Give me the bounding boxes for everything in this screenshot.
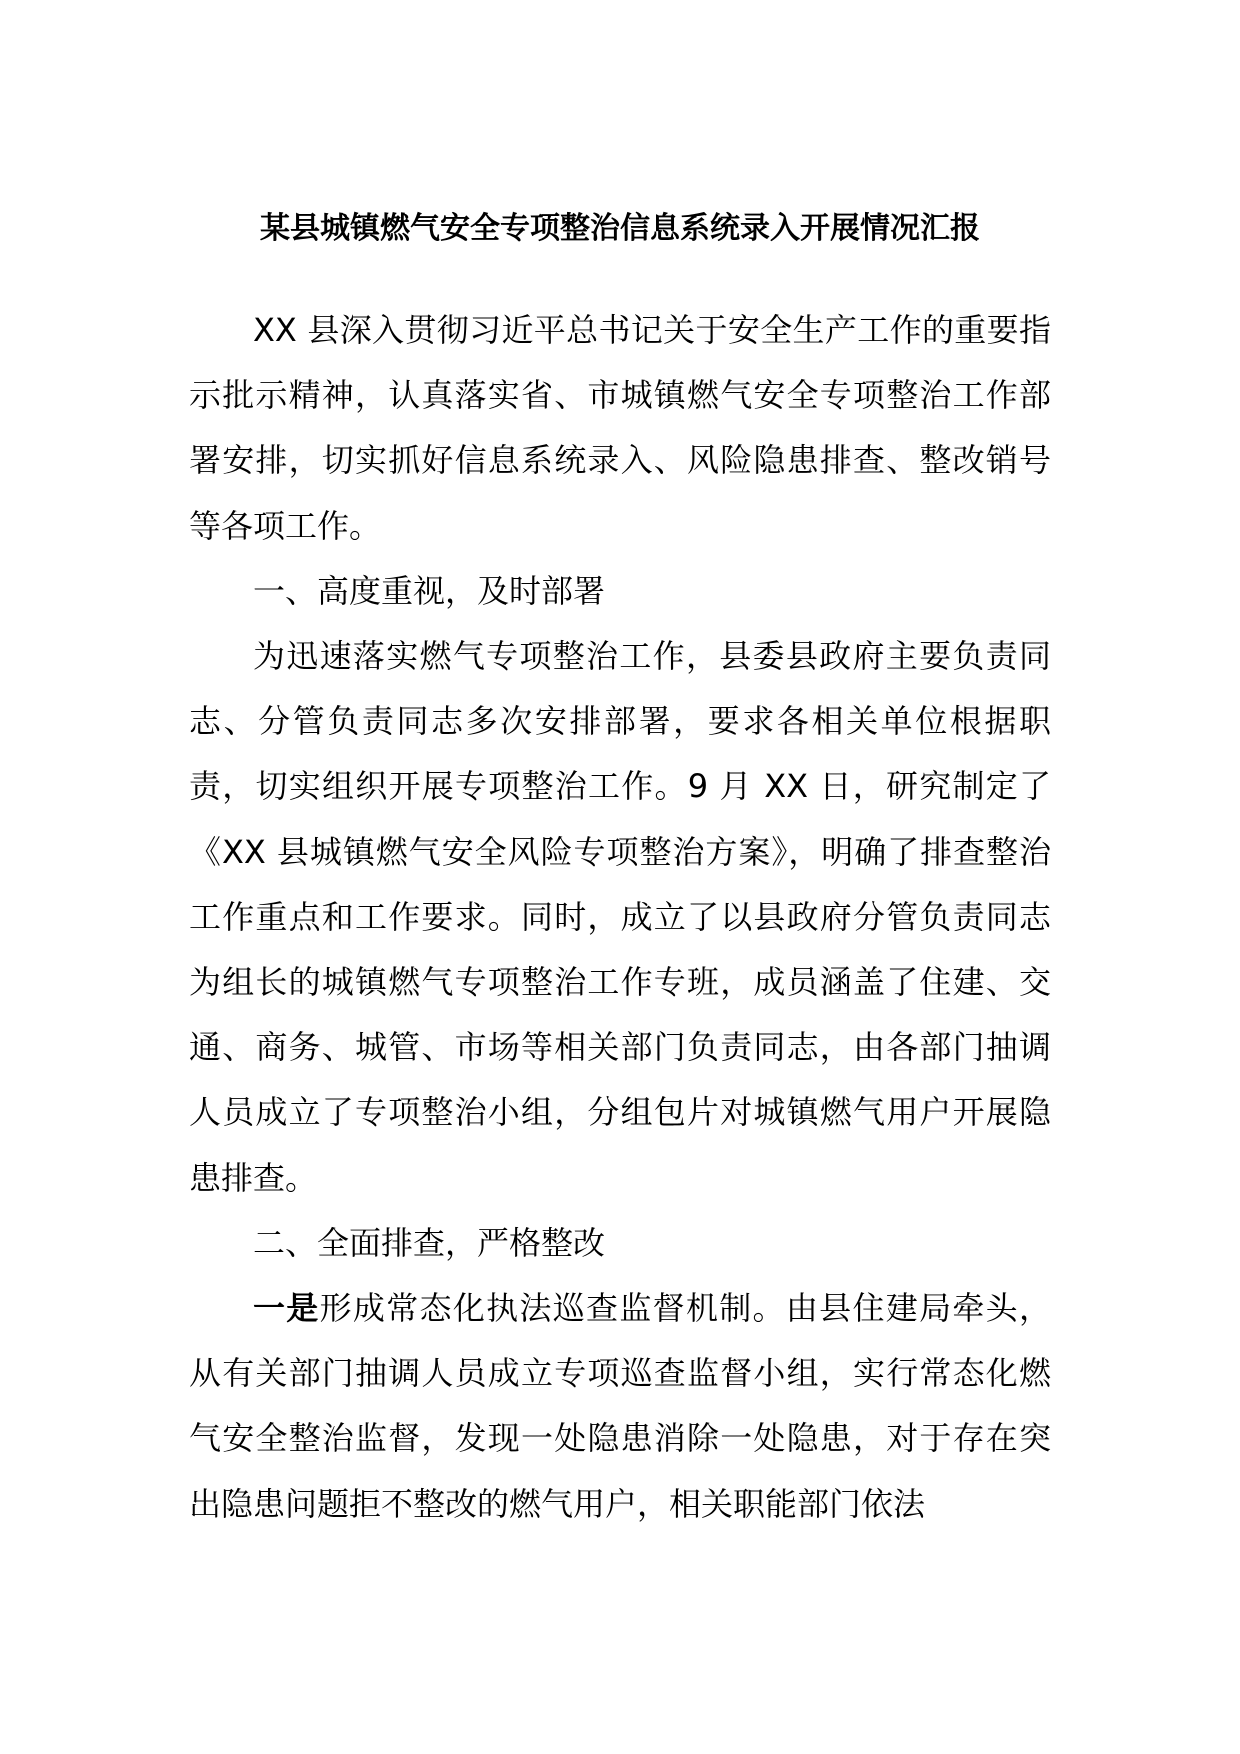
section-2-paragraph-1 (189, 1276, 1051, 1537)
section-heading-1: 一、高度重视，及时部署 (253, 571, 606, 610)
paragraph-text: 形成常态化执法巡查监督机制。由县住建局牵头，从有关部门抽调人员成立专项巡查监督小组，实行常态化燃气安全整治监督，发现一处隐患消除一处隐患，对于存在突出隐患问题拒不整改的燃气用户，相关职能部门依法 (189, 1289, 1051, 1523)
document-body (189, 298, 1051, 1537)
section-heading-2: 二、全面排查，严格整改 (253, 1223, 606, 1262)
paragraph-lead: 一是 (253, 1289, 320, 1328)
section-1-paragraph: 为迅速落实燃气专项整治工作，县委县政府主要负责同志、分管负责同志多次安排部署，要求各相关单位根据职责，切实组织开展专项整治工作。9 月 XX 日，研究制定了《XX 县城镇燃气安全风险专项整治方案》，明确了排查整治工作重点和工作要求。同时，成立了以县政府分管负责同志为组长的城镇燃气专项整治工作专班，成员涵盖了住建、交通、商务、城管、市场等相关部门负责同志，由各部门抽调人员成立了专项整治小组，分组包片对城镇燃气用户开展隐患排查。 (189, 637, 1051, 1197)
document-title: 某县城镇燃气安全专项整治信息系统录入开展情况汇报 (260, 211, 980, 246)
intro-paragraph: XX 县深入贯彻习近平总书记关于安全生产工作的重要指示批示精神，认真落实省、市城镇燃气安全专项整治工作部署安排，切实抓好信息系统录入、风险隐患排查、整改销号等各项工作。 (189, 311, 1051, 545)
